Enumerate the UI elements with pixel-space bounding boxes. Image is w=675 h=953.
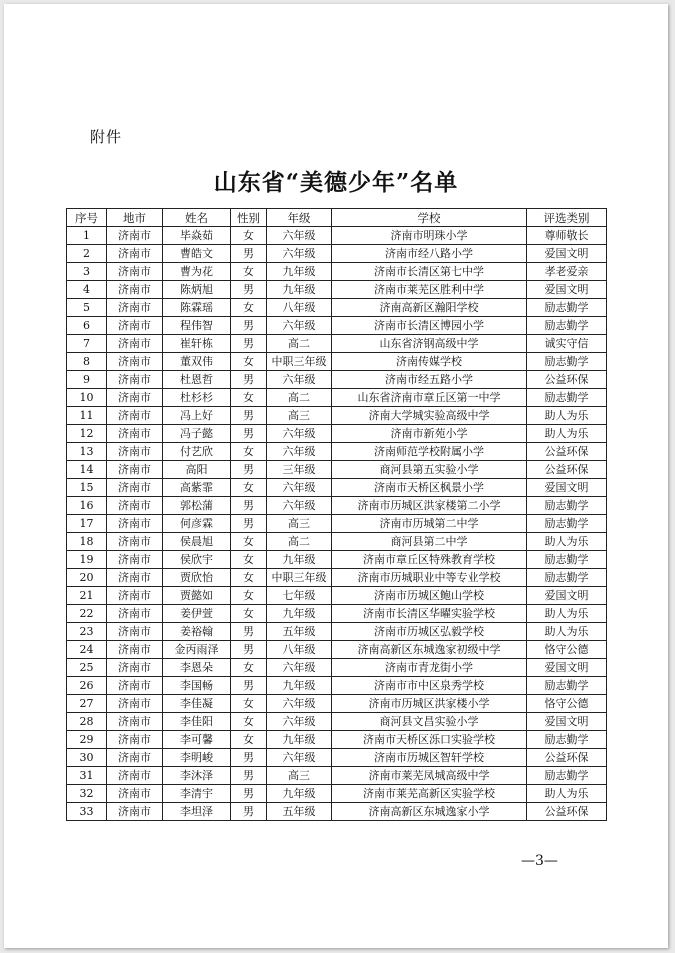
cell-category: 励志勤学	[527, 299, 607, 317]
cell-grade: 九年级	[267, 785, 332, 803]
cell-category: 诚实守信	[527, 335, 607, 353]
cell-name: 贾欣怡	[163, 569, 231, 587]
table-row	[67, 587, 607, 605]
cell-name: 郭松蒲	[163, 497, 231, 515]
cell-index: 7	[67, 335, 107, 353]
cell-gender: 女	[231, 587, 267, 605]
cell-school: 商河县第二中学	[332, 533, 527, 551]
cell-name: 李可馨	[163, 731, 231, 749]
cell-gender: 女	[231, 227, 267, 245]
cell-grade: 八年级	[267, 641, 332, 659]
cell-school: 山东省济南市章丘区第一中学	[332, 389, 527, 407]
table-row	[67, 227, 607, 245]
cell-grade: 中职三年级	[267, 353, 332, 371]
cell-gender: 男	[231, 749, 267, 767]
cell-school: 济南市天桥区枫景小学	[332, 479, 527, 497]
cell-category: 助人为乐	[527, 623, 607, 641]
cell-category: 恪守公德	[527, 695, 607, 713]
cell-school: 济南市青龙街小学	[332, 659, 527, 677]
cell-category: 孝老爱亲	[527, 263, 607, 281]
table-row	[67, 515, 607, 533]
table-row	[67, 281, 607, 299]
cell-name: 李佳凝	[163, 695, 231, 713]
cell-city: 济南市	[107, 407, 163, 425]
table-row	[67, 623, 607, 641]
cell-name: 李明峻	[163, 749, 231, 767]
cell-index: 8	[67, 353, 107, 371]
cell-name: 姜裕翰	[163, 623, 231, 641]
table-row	[67, 353, 607, 371]
table-row	[67, 425, 607, 443]
cell-grade: 高二	[267, 389, 332, 407]
cell-index: 26	[67, 677, 107, 695]
cell-gender: 男	[231, 335, 267, 353]
cell-city: 济南市	[107, 299, 163, 317]
cell-gender: 女	[231, 713, 267, 731]
cell-gender: 男	[231, 623, 267, 641]
cell-city: 济南市	[107, 281, 163, 299]
cell-grade: 八年级	[267, 299, 332, 317]
cell-index: 30	[67, 749, 107, 767]
table-row	[67, 731, 607, 749]
cell-index: 11	[67, 407, 107, 425]
cell-index: 31	[67, 767, 107, 785]
cell-gender: 女	[231, 353, 267, 371]
cell-gender: 男	[231, 425, 267, 443]
cell-index: 16	[67, 497, 107, 515]
cell-city: 济南市	[107, 353, 163, 371]
table-row	[67, 245, 607, 263]
attachment-label: 附件	[90, 128, 123, 146]
cell-city: 济南市	[107, 389, 163, 407]
cell-city: 济南市	[107, 533, 163, 551]
cell-index: 15	[67, 479, 107, 497]
cell-grade: 六年级	[267, 371, 332, 389]
cell-gender: 女	[231, 659, 267, 677]
cell-gender: 男	[231, 785, 267, 803]
cell-index: 23	[67, 623, 107, 641]
cell-gender: 女	[231, 569, 267, 587]
cell-grade: 六年级	[267, 227, 332, 245]
cell-city: 济南市	[107, 335, 163, 353]
cell-grade: 高三	[267, 407, 332, 425]
table-row	[67, 641, 607, 659]
cell-category: 公益环保	[527, 443, 607, 461]
cell-school: 济南市经八路小学	[332, 245, 527, 263]
cell-gender: 女	[231, 731, 267, 749]
cell-grade: 三年级	[267, 461, 332, 479]
cell-category: 励志勤学	[527, 389, 607, 407]
cell-grade: 五年级	[267, 803, 332, 821]
cell-school: 济南大学城实验高级中学	[332, 407, 527, 425]
cell-city: 济南市	[107, 677, 163, 695]
table-row	[67, 479, 607, 497]
cell-index: 2	[67, 245, 107, 263]
cell-name: 贾懿如	[163, 587, 231, 605]
cell-category: 励志勤学	[527, 515, 607, 533]
cell-index: 25	[67, 659, 107, 677]
cell-gender: 男	[231, 407, 267, 425]
cell-index: 19	[67, 551, 107, 569]
cell-gender: 男	[231, 677, 267, 695]
cell-category: 公益环保	[527, 749, 607, 767]
table-row	[67, 335, 607, 353]
cell-index: 21	[67, 587, 107, 605]
cell-school: 商河县第五实验小学	[332, 461, 527, 479]
document-title: 山东省“美德少年”名单	[213, 169, 459, 196]
header-grade: 年级	[267, 209, 332, 227]
cell-grade: 中职三年级	[267, 569, 332, 587]
cell-gender: 女	[231, 443, 267, 461]
cell-gender: 女	[231, 605, 267, 623]
cell-school: 济南市章丘区特殊教育学校	[332, 551, 527, 569]
cell-category: 助人为乐	[527, 425, 607, 443]
cell-index: 22	[67, 605, 107, 623]
cell-school: 济南市长清区博园小学	[332, 317, 527, 335]
cell-index: 29	[67, 731, 107, 749]
cell-grade: 七年级	[267, 587, 332, 605]
cell-category: 爱国文明	[527, 587, 607, 605]
table-row	[67, 443, 607, 461]
cell-gender: 女	[231, 389, 267, 407]
cell-category: 助人为乐	[527, 605, 607, 623]
cell-city: 济南市	[107, 569, 163, 587]
cell-gender: 女	[231, 695, 267, 713]
cell-gender: 女	[231, 263, 267, 281]
cell-name: 冯上好	[163, 407, 231, 425]
cell-grade: 六年级	[267, 317, 332, 335]
cell-school: 济南市莱芜区胜利中学	[332, 281, 527, 299]
cell-school: 济南市历城第二中学	[332, 515, 527, 533]
cell-category: 公益环保	[527, 803, 607, 821]
cell-grade: 六年级	[267, 425, 332, 443]
cell-category: 励志勤学	[527, 551, 607, 569]
table-row	[67, 317, 607, 335]
cell-index: 12	[67, 425, 107, 443]
cell-gender: 男	[231, 515, 267, 533]
cell-name: 付艺欣	[163, 443, 231, 461]
cell-name: 李恩朵	[163, 659, 231, 677]
cell-category: 尊师敬长	[527, 227, 607, 245]
cell-category: 励志勤学	[527, 767, 607, 785]
cell-name: 程伟智	[163, 317, 231, 335]
cell-school: 济南市长清区华曜实验学校	[332, 605, 527, 623]
cell-index: 27	[67, 695, 107, 713]
cell-category: 恪守公德	[527, 641, 607, 659]
cell-gender: 男	[231, 317, 267, 335]
header-category: 评选类别	[527, 209, 607, 227]
cell-index: 13	[67, 443, 107, 461]
table-row	[67, 263, 607, 281]
cell-index: 5	[67, 299, 107, 317]
cell-grade: 九年级	[267, 731, 332, 749]
table-row	[67, 713, 607, 731]
cell-city: 济南市	[107, 497, 163, 515]
cell-name: 侯晨旭	[163, 533, 231, 551]
cell-index: 17	[67, 515, 107, 533]
cell-grade: 高二	[267, 335, 332, 353]
cell-school: 济南市历城区洪家楼第二小学	[332, 497, 527, 515]
cell-category: 爱国文明	[527, 479, 607, 497]
table-row	[67, 533, 607, 551]
cell-school: 商河县文昌实验小学	[332, 713, 527, 731]
cell-grade: 六年级	[267, 443, 332, 461]
cell-grade: 九年级	[267, 281, 332, 299]
table-row	[67, 695, 607, 713]
cell-grade: 高三	[267, 767, 332, 785]
cell-school: 济南市历城区鲍山学校	[332, 587, 527, 605]
table-row	[67, 569, 607, 587]
cell-index: 20	[67, 569, 107, 587]
cell-grade: 六年级	[267, 695, 332, 713]
cell-gender: 男	[231, 641, 267, 659]
cell-school: 济南市莱芜高新区实验学校	[332, 785, 527, 803]
cell-category: 爱国文明	[527, 281, 607, 299]
cell-grade: 五年级	[267, 623, 332, 641]
cell-name: 姜伊萱	[163, 605, 231, 623]
cell-index: 1	[67, 227, 107, 245]
award-roster-table	[66, 208, 607, 821]
cell-index: 9	[67, 371, 107, 389]
cell-grade: 六年级	[267, 245, 332, 263]
table-row	[67, 767, 607, 785]
cell-index: 14	[67, 461, 107, 479]
cell-category: 励志勤学	[527, 353, 607, 371]
cell-city: 济南市	[107, 659, 163, 677]
table-row	[67, 407, 607, 425]
cell-school: 济南市明珠小学	[332, 227, 527, 245]
cell-school: 济南师范学校附属小学	[332, 443, 527, 461]
cell-gender: 男	[231, 281, 267, 299]
cell-city: 济南市	[107, 749, 163, 767]
cell-school: 济南市新苑小学	[332, 425, 527, 443]
cell-city: 济南市	[107, 317, 163, 335]
cell-school: 济南市市中区泉秀学校	[332, 677, 527, 695]
cell-name: 李清宇	[163, 785, 231, 803]
cell-index: 33	[67, 803, 107, 821]
header-name: 姓名	[163, 209, 231, 227]
cell-grade: 九年级	[267, 677, 332, 695]
table-row	[67, 389, 607, 407]
cell-name: 李佳阳	[163, 713, 231, 731]
table-row	[67, 497, 607, 515]
cell-school: 济南市历城职业中等专业学校	[332, 569, 527, 587]
cell-name: 侯欣宇	[163, 551, 231, 569]
cell-name: 曹为花	[163, 263, 231, 281]
cell-school: 济南市莱芜凤城高级中学	[332, 767, 527, 785]
cell-grade: 九年级	[267, 551, 332, 569]
cell-name: 金丙雨泽	[163, 641, 231, 659]
cell-school: 山东省济钢高级中学	[332, 335, 527, 353]
cell-gender: 女	[231, 299, 267, 317]
cell-grade: 六年级	[267, 713, 332, 731]
cell-name: 曹皓文	[163, 245, 231, 263]
cell-city: 济南市	[107, 785, 163, 803]
cell-gender: 男	[231, 461, 267, 479]
cell-gender: 男	[231, 767, 267, 785]
table-row	[67, 299, 607, 317]
cell-school: 济南高新区瀚阳学校	[332, 299, 527, 317]
cell-city: 济南市	[107, 641, 163, 659]
cell-school: 济南市历城区洪家楼小学	[332, 695, 527, 713]
cell-city: 济南市	[107, 227, 163, 245]
cell-name: 李坦泽	[163, 803, 231, 821]
cell-name: 李国畅	[163, 677, 231, 695]
table-row	[67, 785, 607, 803]
cell-gender: 男	[231, 371, 267, 389]
cell-index: 4	[67, 281, 107, 299]
cell-grade: 六年级	[267, 749, 332, 767]
cell-city: 济南市	[107, 461, 163, 479]
cell-category: 励志勤学	[527, 731, 607, 749]
cell-name: 董双伟	[163, 353, 231, 371]
table-row	[67, 551, 607, 569]
table-row	[67, 677, 607, 695]
cell-index: 18	[67, 533, 107, 551]
cell-category: 助人为乐	[527, 407, 607, 425]
cell-index: 24	[67, 641, 107, 659]
cell-city: 济南市	[107, 587, 163, 605]
header-city: 地市	[107, 209, 163, 227]
cell-category: 励志勤学	[527, 677, 607, 695]
cell-city: 济南市	[107, 515, 163, 533]
cell-gender: 男	[231, 497, 267, 515]
cell-category: 爱国文明	[527, 713, 607, 731]
header-index: 序号	[67, 209, 107, 227]
cell-city: 济南市	[107, 551, 163, 569]
cell-grade: 六年级	[267, 659, 332, 677]
cell-city: 济南市	[107, 623, 163, 641]
cell-city: 济南市	[107, 713, 163, 731]
cell-city: 济南市	[107, 803, 163, 821]
cell-category: 励志勤学	[527, 317, 607, 335]
cell-gender: 女	[231, 533, 267, 551]
cell-city: 济南市	[107, 425, 163, 443]
cell-category: 励志勤学	[527, 497, 607, 515]
table-row	[67, 749, 607, 767]
cell-category: 助人为乐	[527, 785, 607, 803]
header-gender: 性别	[231, 209, 267, 227]
cell-category: 爱国文明	[527, 245, 607, 263]
cell-school: 济南市历城区智轩学校	[332, 749, 527, 767]
cell-grade: 高二	[267, 533, 332, 551]
table-row	[67, 605, 607, 623]
cell-city: 济南市	[107, 263, 163, 281]
cell-name: 杜杉杉	[163, 389, 231, 407]
cell-name: 高阳	[163, 461, 231, 479]
cell-city: 济南市	[107, 605, 163, 623]
cell-name: 陈霖瑶	[163, 299, 231, 317]
cell-index: 6	[67, 317, 107, 335]
cell-index: 28	[67, 713, 107, 731]
cell-school: 济南高新区东城逸家小学	[332, 803, 527, 821]
cell-city: 济南市	[107, 731, 163, 749]
table-row	[67, 803, 607, 821]
cell-name: 毕焱茹	[163, 227, 231, 245]
cell-name: 高紫霏	[163, 479, 231, 497]
cell-category: 助人为乐	[527, 533, 607, 551]
table-header-row	[67, 209, 607, 227]
cell-grade: 六年级	[267, 479, 332, 497]
cell-city: 济南市	[107, 245, 163, 263]
cell-index: 32	[67, 785, 107, 803]
cell-grade: 九年级	[267, 605, 332, 623]
cell-city: 济南市	[107, 443, 163, 461]
cell-city: 济南市	[107, 767, 163, 785]
cell-index: 10	[67, 389, 107, 407]
page-number: —3—	[521, 853, 558, 869]
cell-category: 公益环保	[527, 461, 607, 479]
cell-gender: 女	[231, 551, 267, 569]
cell-gender: 男	[231, 803, 267, 821]
cell-category: 公益环保	[527, 371, 607, 389]
table-row	[67, 371, 607, 389]
cell-category: 爱国文明	[527, 659, 607, 677]
cell-name: 冯子懿	[163, 425, 231, 443]
cell-gender: 男	[231, 245, 267, 263]
cell-name: 陈炳旭	[163, 281, 231, 299]
cell-grade: 六年级	[267, 497, 332, 515]
cell-grade: 高三	[267, 515, 332, 533]
cell-school: 济南高新区东城逸家初级中学	[332, 641, 527, 659]
cell-name: 崔轩栋	[163, 335, 231, 353]
cell-school: 济南市经五路小学	[332, 371, 527, 389]
cell-city: 济南市	[107, 479, 163, 497]
header-school: 学校	[332, 209, 527, 227]
cell-school: 济南市天桥区泺口实验学校	[332, 731, 527, 749]
table-row	[67, 461, 607, 479]
cell-school: 济南市长清区第七中学	[332, 263, 527, 281]
cell-gender: 女	[231, 479, 267, 497]
cell-school: 济南市历城区弘毅学校	[332, 623, 527, 641]
cell-city: 济南市	[107, 695, 163, 713]
cell-name: 何彦霖	[163, 515, 231, 533]
cell-name: 李沐泽	[163, 767, 231, 785]
table-row	[67, 659, 607, 677]
document-page	[4, 4, 668, 948]
cell-city: 济南市	[107, 371, 163, 389]
cell-name: 杜恩哲	[163, 371, 231, 389]
cell-grade: 九年级	[267, 263, 332, 281]
cell-index: 3	[67, 263, 107, 281]
cell-school: 济南传媒学校	[332, 353, 527, 371]
cell-category: 励志勤学	[527, 569, 607, 587]
